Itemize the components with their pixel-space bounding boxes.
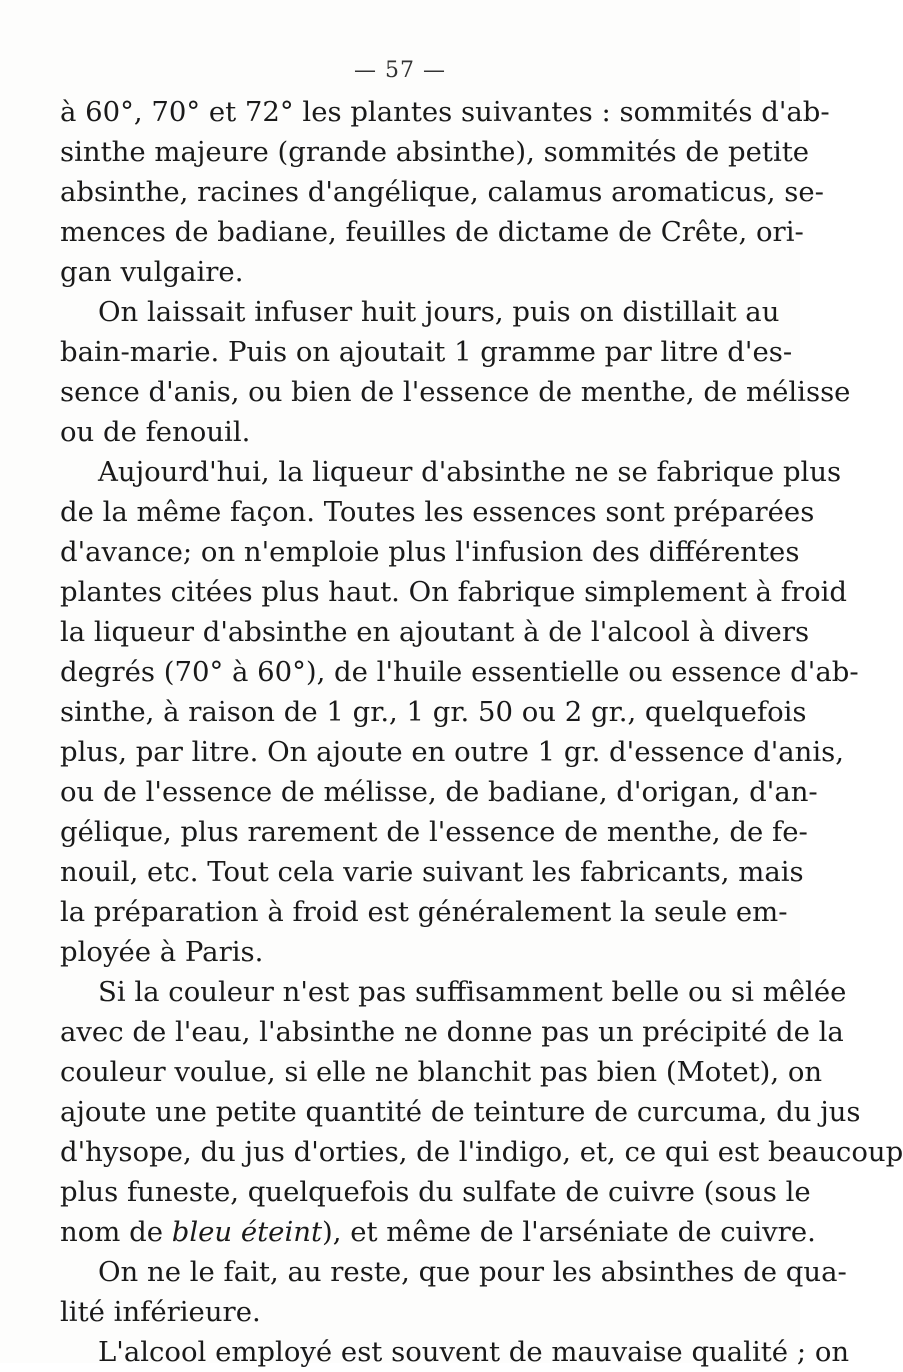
paragraph [60, 1332, 850, 1372]
text-line: bain-marie. Puis on ajoutait 1 gramme par litre d'es- [60, 336, 793, 368]
text-line: nom de bleu éteint), et même de l'arséniate de cuivre. [60, 1216, 816, 1248]
text-line: ployée à Paris. [60, 936, 264, 968]
page-number: — 57 — [354, 58, 446, 83]
text-line: lité inférieure. [60, 1296, 261, 1328]
text-line: couleur voulue, si elle ne blanchit pas bien (Motet), on [60, 1056, 823, 1088]
paragraph [60, 1252, 847, 1332]
text-line: à 60°, 70° et 72° les plantes suivantes : sommités d'ab- [60, 96, 830, 128]
text-line: avec de l'eau, l'absinthe ne donne pas un précipité de la [60, 1016, 844, 1048]
text-line: nouil, etc. Tout cela varie suivant les fabricants, mais [60, 856, 804, 888]
text-line: ajoute une petite quantité de teinture de curcuma, du jus [60, 1096, 861, 1128]
text-line: la préparation à froid est généralement la seule em- [60, 896, 788, 928]
paragraph [60, 452, 859, 972]
text-line: L'alcool employé est souvent de mauvaise qualité ; on [98, 1336, 850, 1368]
text-line: gélique, plus rarement de l'essence de menthe, de fe- [60, 816, 808, 848]
text-line: Si la couleur n'est pas suffisamment belle ou si mêlée [98, 976, 847, 1008]
text-line: mences de badiane, feuilles de dictame de Crête, ori- [60, 216, 804, 248]
text-line: sinthe majeure (grande absinthe), sommités de petite [60, 136, 810, 168]
text-line: On ne le fait, au reste, que pour les absinthes de qua- [98, 1256, 847, 1288]
body-text [60, 92, 903, 1372]
text-line: d'avance; on n'emploie plus l'infusion des différentes [60, 536, 800, 568]
text-line: absinthe, racines d'angélique, calamus aromaticus, se- [60, 176, 824, 208]
text-line: gan vulgaire. [60, 256, 244, 288]
paragraph [60, 292, 851, 452]
paragraph [60, 972, 903, 1252]
text-line: Aujourd'hui, la liqueur d'absinthe ne se fabrique plus [98, 456, 842, 488]
text-line: d'hysope, du jus d'orties, de l'indigo, et, ce qui est beaucoup [60, 1136, 903, 1168]
text-line: ou de fenouil. [60, 416, 251, 448]
text-line: la liqueur d'absinthe en ajoutant à de l'alcool à divers [60, 616, 810, 648]
text-line: plus, par litre. On ajoute en outre 1 gr. d'essence d'anis, [60, 736, 845, 768]
text-line: sinthe, à raison de 1 gr., 1 gr. 50 ou 2 gr., quelquefois [60, 696, 807, 728]
text-line: On laissait infuser huit jours, puis on distillait au [98, 296, 780, 328]
text-line: degrés (70° à 60°), de l'huile essentielle ou essence d'ab- [60, 656, 859, 688]
text-line: plantes citées plus haut. On fabrique simplement à froid [60, 576, 848, 608]
text-line: sence d'anis, ou bien de l'essence de menthe, de mélisse [60, 376, 851, 408]
text-line: de la même façon. Toutes les essences sont préparées [60, 496, 815, 528]
paragraph [60, 92, 830, 292]
text-line: plus funeste, quelquefois du sulfate de cuivre (sous le [60, 1176, 811, 1208]
text-line: ou de l'essence de mélisse, de badiane, d'origan, d'an- [60, 776, 818, 808]
